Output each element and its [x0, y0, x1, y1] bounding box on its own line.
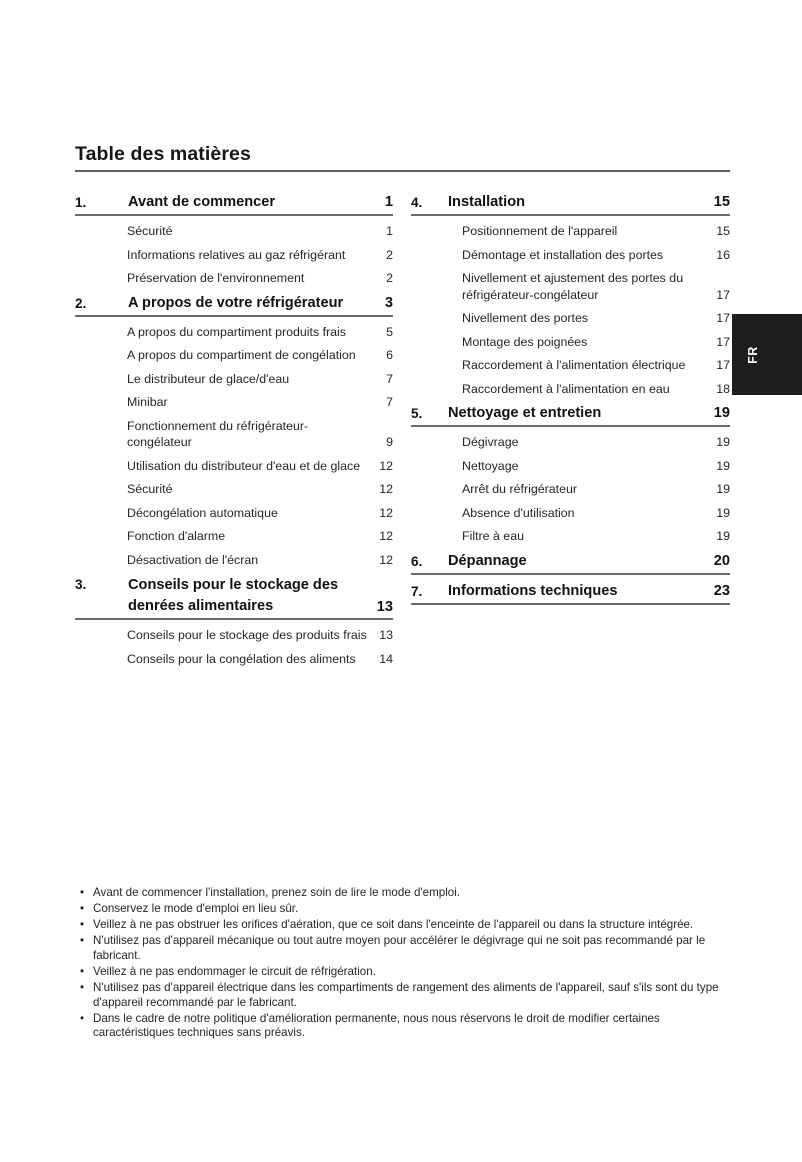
toc-chapter-avant-de-commencer[interactable] — [75, 186, 393, 216]
chapter-number: 7. — [411, 583, 423, 599]
chapter-number: 5. — [411, 406, 423, 421]
chapter-page-number: 23 — [713, 582, 730, 599]
chapter-page-number: 13 — [376, 599, 393, 615]
note-item — [79, 965, 729, 980]
entry-page-number: 12 — [379, 458, 393, 473]
toc-entry-a-propos-du-compartiment-produits-frais[interactable] — [75, 317, 393, 341]
safety-notes-list — [79, 886, 729, 1042]
entry-title: Conseils pour la congélation des aliments — [127, 651, 356, 666]
chapter-page-number: 3 — [384, 294, 393, 311]
toc-column-right — [411, 186, 730, 605]
entry-title: Préservation de l'environnement — [127, 271, 305, 285]
chapter-title: Nettoyage et entretien — [448, 405, 602, 421]
toc-chapter-installation[interactable] — [411, 186, 730, 216]
note-text: N'utilisez pas d'appareil mécanique ou tout autre moyen pour accélérer le dégivrage qui ne soit pas recommandé par le fabricant. — [93, 934, 706, 962]
toc-entry-absence-d-utilisation[interactable] — [411, 498, 730, 522]
toc-entry-arret-du-refrigerateur[interactable] — [411, 474, 730, 498]
language-tab — [732, 314, 802, 395]
toc-entry-securite[interactable] — [75, 474, 393, 498]
chapter-title: Avant de commencer — [128, 194, 276, 210]
toc-entry-nettoyage[interactable] — [411, 451, 730, 475]
entry-page-number: 6 — [386, 348, 393, 362]
note-text: Avant de commencer l'installation, prenez soin de lire le mode d'emploi. — [93, 886, 461, 899]
note-item — [79, 981, 729, 1010]
note-text: Conservez le mode d'emploi en lieu sûr. — [93, 902, 299, 916]
entry-title: Filtre à eau — [462, 529, 524, 543]
entry-page-number: 17 — [716, 287, 730, 302]
toc-entry-positionnement-de-l-appareil[interactable] — [411, 216, 730, 240]
entry-page-number: 19 — [716, 458, 730, 473]
toc-entry-conseils-pour-le-stockage-des-produits-frais[interactable] — [75, 620, 393, 644]
chapter-title: Conseils pour le stockage des denrées alimentaires — [128, 577, 339, 614]
toc-chapter-a-propos-de-votre-refrigerateur[interactable] — [75, 287, 393, 317]
toc-entry-degivrage[interactable] — [411, 427, 730, 451]
chapter-number: 2. — [75, 295, 87, 311]
entry-title: Décongélation automatique — [127, 505, 278, 520]
entry-title: Démontage et installation des portes — [462, 247, 664, 262]
entry-page-number: 19 — [716, 435, 730, 449]
entry-title: Nivellement et ajustement des portes du réfrigérateur-congélateur — [462, 271, 684, 302]
chapter-number: 4. — [411, 195, 423, 210]
chapter-title: A propos de votre réfrigérateur — [128, 294, 344, 311]
toc-entry-filtre-a-eau[interactable] — [411, 521, 730, 545]
toc-entry-decongelation-automatique[interactable] — [75, 498, 393, 522]
entry-title: Positionnement de l'appareil — [462, 224, 618, 238]
chapter-divider — [75, 214, 393, 216]
entry-page-number: 12 — [379, 482, 393, 496]
entry-page-number: 17 — [716, 311, 730, 325]
toc-entry-nivellement-des-portes[interactable] — [411, 303, 730, 327]
toc-entry-utilisation-du-distributeur-d-eau-et-de-glace[interactable] — [75, 451, 393, 475]
entry-title: Fonction d'alarme — [127, 529, 226, 543]
note-item — [79, 918, 729, 933]
entry-title: Montage des poignées — [462, 334, 588, 349]
toc-entry-minibar[interactable] — [75, 387, 393, 411]
chapter-divider — [411, 603, 730, 605]
bullet-icon: • — [80, 902, 85, 916]
entry-page-number: 2 — [386, 271, 393, 285]
bullet-icon: • — [80, 918, 85, 932]
entry-title: Absence d'utilisation — [462, 505, 575, 520]
note-item — [79, 902, 729, 917]
entry-page-number: 17 — [716, 334, 730, 349]
note-item — [79, 886, 729, 901]
entry-page-number: 18 — [716, 381, 730, 396]
entry-title: Sécurité — [127, 224, 173, 238]
toc-entry-a-propos-du-compartiment-de-congelation[interactable] — [75, 340, 393, 364]
entry-page-number: 13 — [379, 628, 393, 642]
note-item — [79, 934, 729, 963]
entry-page-number: 1 — [386, 224, 393, 238]
entry-title: Nivellement des portes — [462, 311, 589, 325]
chapter-number: 3. — [75, 577, 87, 592]
entry-title: Désactivation de l'écran — [127, 552, 259, 567]
toc-entry-fonctionnement-du-refrigerateur-congelateur[interactable] — [75, 411, 393, 451]
chapter-page-number: 20 — [713, 552, 730, 569]
entry-page-number: 14 — [379, 651, 393, 666]
toc-entry-le-distributeur-de-glace-d-eau[interactable] — [75, 364, 393, 388]
entry-title: Raccordement à l'alimentation électrique — [462, 358, 686, 372]
note-text: Veillez à ne pas obstruer les orifices d'aération, que ce soit dans l'enceinte de l'appareil ou dans la structure intégrée. — [93, 918, 694, 932]
entry-page-number: 9 — [386, 435, 393, 449]
entry-page-number: 12 — [379, 552, 393, 567]
toc-entry-demontage-et-installation-des-portes[interactable] — [411, 240, 730, 264]
toc-entry-nivellement-et-ajustement-des-portes-du-refrig[interactable] — [411, 263, 730, 303]
toc-entry-securite[interactable] — [75, 216, 393, 240]
page-title: Table des matières — [75, 143, 251, 165]
note-text: N'utilisez pas d'appareil électrique dans les compartiments de rangement des aliments de l'appareil, sauf s'ils sont du type d'appareil recommandé par le fabricant. — [93, 981, 719, 1009]
chapter-divider — [75, 618, 393, 620]
entry-page-number: 19 — [716, 482, 730, 496]
toc-entry-fonction-d-alarme[interactable] — [75, 521, 393, 545]
entry-title: Fonctionnement du réfrigérateur-congélateur — [127, 418, 309, 449]
entry-page-number: 15 — [716, 224, 730, 238]
entry-page-number: 17 — [716, 358, 730, 372]
chapter-page-number: 1 — [384, 194, 393, 210]
chapter-divider — [411, 214, 730, 216]
toc-entry-desactivation-de-l-ecran[interactable] — [75, 545, 393, 569]
entry-title: A propos du compartiment de congélation — [127, 348, 356, 362]
entry-title: Informations relatives au gaz réfrigérant — [127, 247, 346, 262]
note-item — [79, 1012, 729, 1041]
toc-chapter-depannage[interactable] — [411, 545, 730, 575]
entry-page-number: 7 — [386, 371, 393, 386]
entry-page-number: 12 — [379, 529, 393, 543]
toc-entry-conseils-pour-la-congelation-des-aliments[interactable] — [75, 644, 393, 668]
toc-chapter-nettoyage-et-entretien[interactable] — [411, 397, 730, 427]
chapter-title: Informations techniques — [448, 582, 618, 599]
chapter-number: 6. — [411, 553, 423, 569]
chapter-divider — [75, 315, 393, 317]
bullet-icon: • — [80, 934, 85, 948]
entry-title: Conseils pour le stockage des produits frais — [127, 628, 367, 642]
chapter-number: 1. — [75, 195, 87, 210]
entry-title: Nettoyage — [462, 458, 519, 473]
chapter-divider — [411, 425, 730, 427]
entry-title: Raccordement à l'alimentation en eau — [462, 381, 670, 396]
entry-page-number: 2 — [386, 247, 393, 262]
note-text: Veillez à ne pas endommager le circuit de réfrigération. — [93, 964, 376, 978]
toc-chapter-conseils-pour-le-stockage-des-denrees-alimenta[interactable] — [75, 568, 393, 620]
entry-title: Minibar — [127, 395, 168, 409]
entry-page-number: 16 — [716, 247, 730, 262]
bullet-icon: • — [80, 981, 85, 995]
title-divider — [75, 170, 730, 172]
toc-entry-informations-relatives-au-gaz-refrigerant[interactable] — [75, 240, 393, 264]
toc-chapter-informations-techniques[interactable] — [411, 575, 730, 605]
entry-page-number: 7 — [386, 395, 393, 409]
entry-page-number: 19 — [716, 505, 730, 520]
chapter-title: Installation — [448, 194, 526, 210]
toc-column-left — [75, 186, 393, 667]
bullet-icon: • — [80, 886, 85, 899]
toc-entry-preservation-de-l-environnement[interactable] — [75, 263, 393, 287]
toc-entry-raccordement-a-l-alimentation-electrique[interactable] — [411, 350, 730, 374]
entry-page-number: 12 — [379, 505, 393, 520]
entry-title: Le distributeur de glace/d'eau — [127, 371, 290, 386]
language-tab-label: FR — [745, 345, 760, 364]
entry-title: Sécurité — [127, 482, 173, 496]
chapter-page-number: 15 — [713, 194, 730, 210]
entry-page-number: 19 — [716, 529, 730, 543]
chapter-title: Dépannage — [448, 552, 527, 569]
entry-title: Utilisation du distributeur d'eau et de glace — [127, 458, 361, 473]
bullet-icon: • — [80, 1011, 85, 1025]
entry-title: Dégivrage — [462, 435, 519, 449]
entry-page-number: 5 — [386, 324, 393, 339]
note-text: Dans le cadre de notre politique d'amélioration permanente, nous nous réservons le droit de modifier certaines caractéristiques techniques sans préavis. — [93, 1011, 660, 1040]
bullet-icon: • — [80, 964, 85, 978]
entry-title: A propos du compartiment produits frais — [127, 324, 347, 339]
toc-entry-montage-des-poignees[interactable] — [411, 327, 730, 351]
toc-entry-raccordement-a-l-alimentation-en-eau[interactable] — [411, 374, 730, 398]
chapter-page-number: 19 — [713, 405, 730, 421]
entry-title: Arrêt du réfrigérateur — [462, 482, 578, 496]
